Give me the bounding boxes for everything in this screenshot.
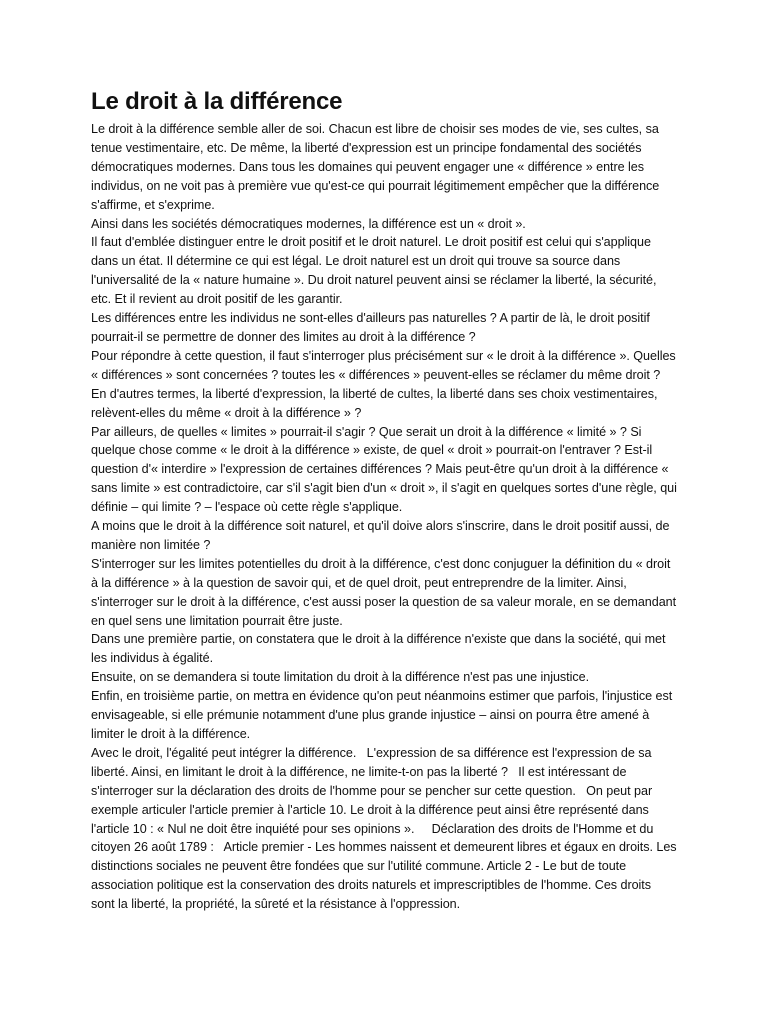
paragraph-natural-differences: Les différences entre les individus ne sont-elles d'ailleurs pas naturelles ? A partir de là, le droit positif pourrait-il se permettre de donner des limites au droit à la différence ? xyxy=(91,311,654,344)
paragraph-intro: Le droit à la différence semble aller de soi. Chacun est libre de choisir ses modes de vie, ses cultes, sa tenue vestimentaire, etc. De même, la liberté d'expression est un principe fondamental des sociétés démocratiques modernes. Dans tous les domaines qui peuvent engager une « différence » entre les individus, on ne voit pas à première vue qu'est-ce qui pourrait légitimement empêcher que la différence s'affirme, et s'exprime. xyxy=(91,122,663,212)
paragraph-natural-right: A moins que le droit à la différence soit naturel, et qu'il doive alors s'inscrire, dans le droit positif aussi, de manière non limitée ? xyxy=(91,519,673,552)
document-page xyxy=(91,86,681,914)
paragraph-part-three: Enfin, en troisième partie, on mettra en évidence qu'on peut néanmoins estimer que parfois, l'injustice est envisageable, si elle prémunie notamment d'une plus grande injustice – ainsi on pourra être amené à limiter le droit à la différence. xyxy=(91,689,676,741)
paragraph-declaration: Avec le droit, l'égalité peut intégrer la différence. L'expression de sa différence est l'expression de sa liberté. Ainsi, en limitant le droit à la différence, ne limite-t-on pas la liberté ? Il est intéressant de s'interroger sur la déclaration des droits de l'homme pour se pencher sur cette question. On peut par exemple articuler l'article premier à l'article 10. Le droit à la différence peut ainsi être représenté dans l'article 10 : « Nul ne doit être inquiété pour ses opinions ». Déclaration des droits de l'Homme et du citoyen 26 août 1789 : Article premier - Les hommes naissent et demeurent libres et égaux en droits. Les distinctions sociales ne peuvent être fondées que sur l'utilité commune. Article 2 - Le but de toute association politique est la conservation des droits naturels et imprescriptibles de l'homme. Ces droits sont la liberté, la propriété, la sûreté et la résistance à l'oppression. xyxy=(91,745,680,912)
paragraph-which-limits: Par ailleurs, de quelles « limites » pourrait-il s'agir ? Que serait un droit à la différence « limité » ? Si quelque chose comme « le droit à la différence » existe, de quel « droit » pourrait-on l'entraver ? Est-il question d'« interdire » l'expression de certaines différences ? Mais peut-être qu'un droit à la différence « sans limite » est contradictoire, car s'il s'agit bien d'un « droit », il s'agit en quelques sortes d'une règle, qui définie – qui limite ? – l'espace où cette règle s'applique. xyxy=(91,424,681,515)
paragraph-which-differences: Pour répondre à cette question, il faut s'interroger plus précisément sur « le droit à la différence ». Quelles « différences » sont concernées ? toutes les « différences » peuvent-elles se réclamer du même droit ? En d'autres termes, la liberté d'expression, la liberté de cultes, la liberté dans ses choix vestimentaires, relèvent-elles du même « droit à la différence » ? xyxy=(91,348,680,420)
paragraph-problematic: S'interroger sur les limites potentielles du droit à la différence, c'est donc conjuguer la définition du « droit à la différence » à la question de savoir qui, et de quel droit, peut entreprendre de la limiter. Ainsi, s'interroger sur le droit à la différence, c'est aussi poser la question de sa valeur morale, en se demandant en quel sens une limitation pourrait être juste. xyxy=(91,556,680,628)
paragraph-democratic-right: Ainsi dans les sociétés démocratiques modernes, la différence est un « droit ». xyxy=(91,216,526,231)
document-title: Le droit à la différence xyxy=(91,88,343,115)
paragraph-part-one: Dans une première partie, on constatera que le droit à la différence n'existe que dans la société, qui met les individus à égalité. xyxy=(91,632,669,666)
paragraph-part-two: Ensuite, on se demandera si toute limitation du droit à la différence n'est pas une injustice. xyxy=(91,670,590,685)
paragraph-positive-natural-law: Il faut d'emblée distinguer entre le droit positif et le droit naturel. Le droit positif est celui qui s'applique dans un état. Il détermine ce qui est légal. Le droit naturel est un droit qui trouve sa source dans l'universalité de la « nature humaine ». Du droit naturel peuvent ainsi se réclamer la liberté, la sécurité, etc. Et il revient au droit positif de les garantir. xyxy=(91,235,660,307)
